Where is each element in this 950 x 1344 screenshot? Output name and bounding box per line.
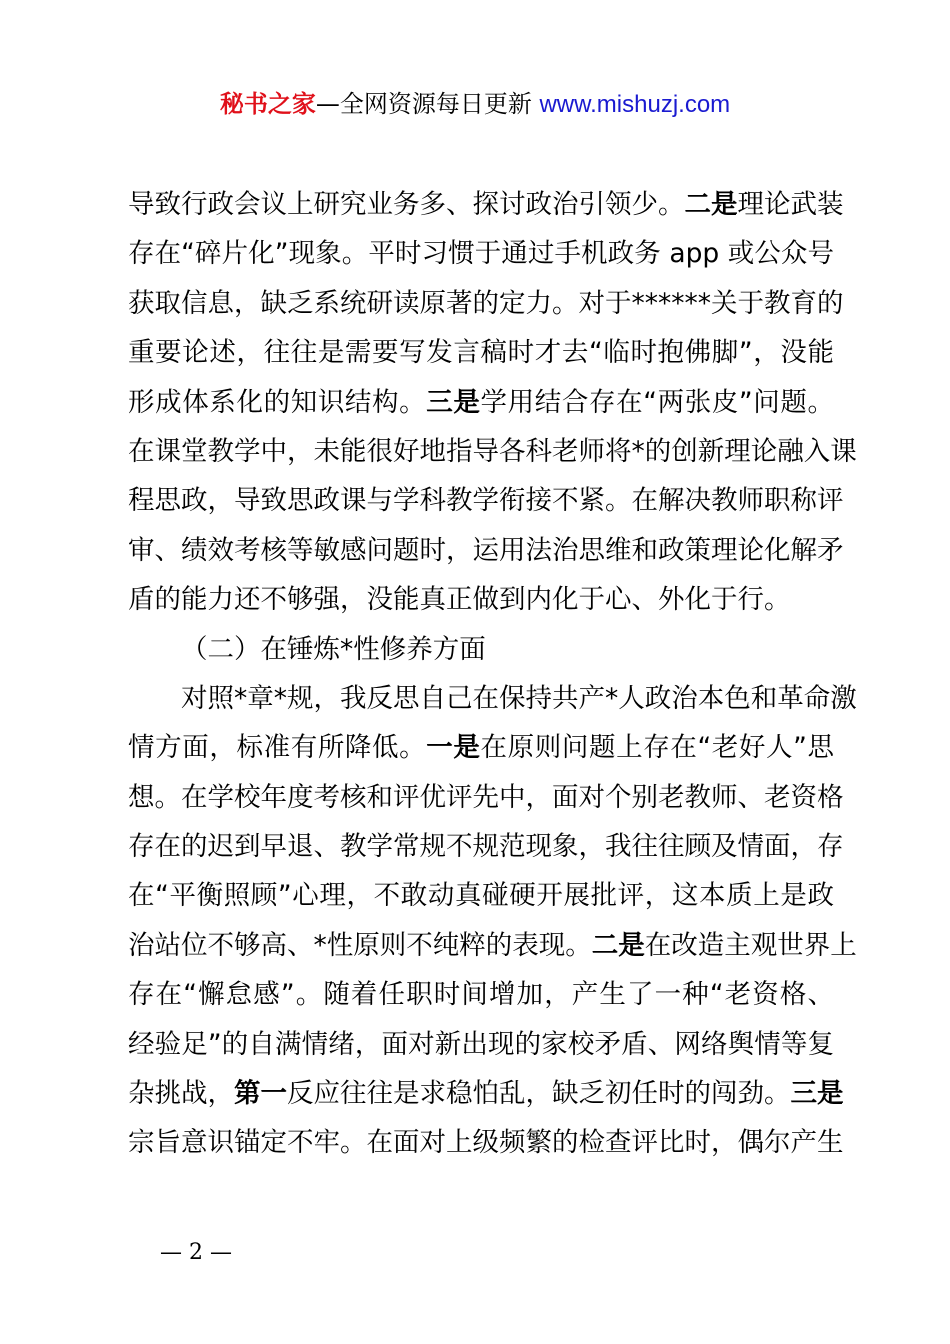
page-number: — 2 — (160, 1240, 232, 1265)
site-watermark-header (0, 86, 950, 123)
emphasis-ordinal: 第一 (234, 1078, 287, 1110)
text-line: 程思政，导致思政课与学科教学衔接不紧。在解决教师职称评 (128, 485, 844, 517)
text-line: 情方面，标准有所降低。一是在原则问题上存在“老好人”思 (128, 732, 835, 764)
text-line: 治站位不够高、*性原则不纯粹的表现。二是在改造主观世界上 (128, 929, 857, 961)
emphasis-ordinal: 二是 (684, 189, 738, 220)
text-line: 宗旨意识锚定不牢。在面对上级频繁的检查评比时，偶尔产生 (128, 1127, 844, 1159)
text-line: 导致行政会议上研究业务多、探讨政治引领少。二是理论武装 (128, 189, 844, 220)
text-line: 盾的能力还不够强，没能真正做到内化于心、外化于行。 (128, 584, 791, 616)
text-line: 经验足”的自满情绪，面对新出现的家校矛盾、网络舆情等复 (128, 1028, 834, 1060)
emphasis-ordinal: 三是 (790, 1078, 844, 1110)
text-line: 审、绩效考核等敏感问题时，运用法治思维和政策理论化解矛 (128, 534, 844, 566)
text-line: 存在的迟到早退、教学常规不规范现象，我往往顾及情面，存 (128, 831, 844, 863)
text-line: 重要论述，往往是需要写发言稿时才去“临时抱佛脚”，没能 (128, 337, 834, 369)
text-line: 在课堂教学中，未能很好地指导各科老师将*的创新理论融入课 (128, 435, 857, 467)
text-line: 存在“碎片化”现象。平时习惯于通过手机政务 app 或公众号 (128, 238, 834, 270)
text-line: 存在“懈怠感”。随着任职时间增加，产生了一种“老资格、 (128, 979, 834, 1011)
site-url: www.mishuzj.com (539, 91, 731, 118)
emphasis-ordinal: 一是 (426, 732, 481, 764)
document-body (128, 180, 857, 1168)
section-heading: （二）在锤炼*性修养方面 (181, 633, 486, 665)
site-tagline: —全网资源每日更新 (315, 90, 540, 118)
site-brand: 秘书之家 (219, 90, 316, 118)
text-line: 想。在学校年度考核和评优评先中，面对个别老教师、老资格 (128, 781, 844, 813)
text-line: 对照*章*规，我反思自己在保持共产*人政治本色和革命激 (181, 682, 857, 714)
text-line: 获取信息，缺乏系统研读原著的定力。对于******关于教育的 (128, 287, 844, 319)
text-line: 形成体系化的知识结构。三是学用结合存在“两张皮”问题。 (128, 386, 835, 418)
emphasis-ordinal: 二是 (591, 929, 645, 961)
text-line: 在“平衡照顾”心理，不敢动真碰硬开展批评，这本质上是政 (128, 880, 834, 912)
emphasis-ordinal: 三是 (426, 386, 481, 418)
text-line: 杂挑战，第一反应往往是求稳怕乱，缺乏初任时的闯劲。三是 (128, 1078, 844, 1110)
